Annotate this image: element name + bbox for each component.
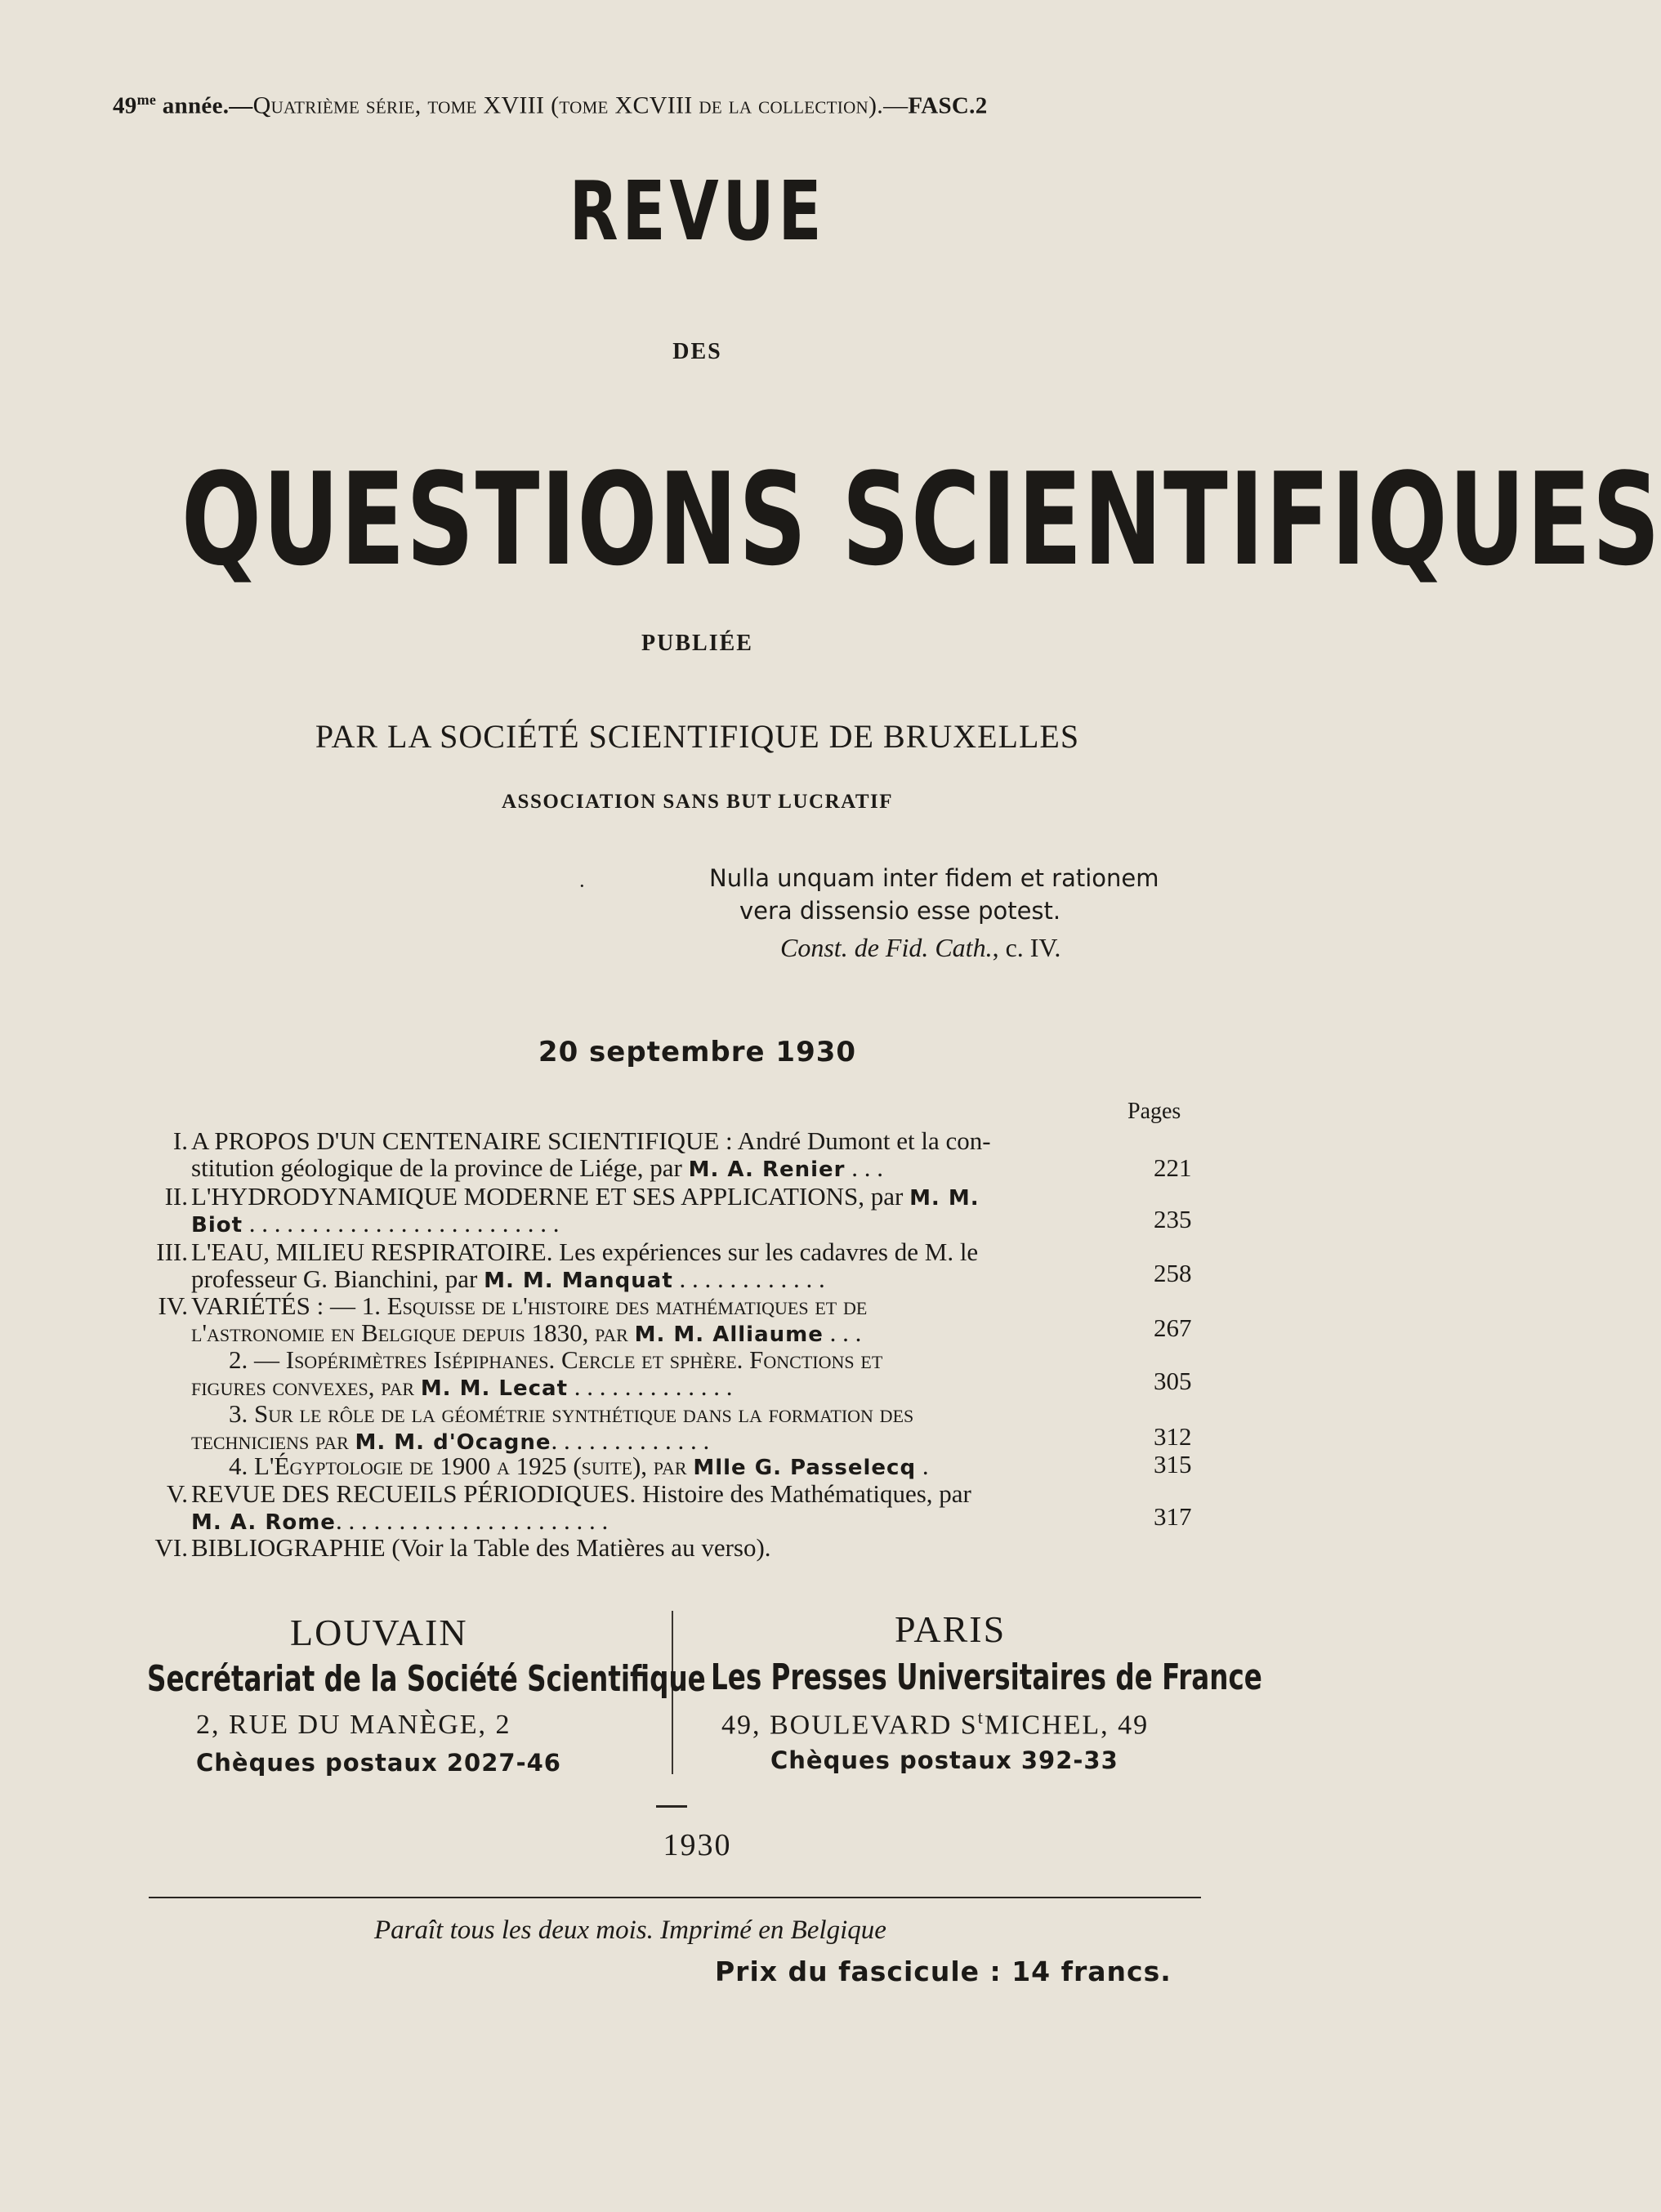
year-superscript: me xyxy=(136,91,157,108)
right-publisher-city: PARIS xyxy=(895,1608,1007,1650)
toc-entry-number: V. xyxy=(166,1479,188,1508)
fascicle-number: FASC.2 xyxy=(908,92,988,119)
motto-source-ref: , c. IV. xyxy=(992,933,1061,962)
toc-entry-page: 235 xyxy=(1154,1205,1192,1233)
toc-entry-number: I. xyxy=(172,1126,188,1155)
toc-entry-page: 267 xyxy=(1154,1313,1192,1342)
footer-rule xyxy=(149,1897,1201,1898)
toc-entry-author: M. M. Lecat xyxy=(420,1376,569,1401)
publication-frequency: Paraît tous les deux mois. Imprimé en Belgique xyxy=(374,1915,886,1945)
toc-entry-title: 3. Sur le rôle de la géométrie synthétique dans la formation des xyxy=(229,1399,914,1428)
pages-column-header: Pages xyxy=(1127,1099,1181,1124)
toc-entry-page: 312 xyxy=(1154,1422,1192,1451)
toc-entry-text: professeur G. Bianchini, par xyxy=(191,1264,484,1293)
toc-entry-text: L'HYDRODYNAMIQUE MODERNE ET SES APPLICATIONS, par xyxy=(191,1182,910,1211)
toc-leader-dots: . xyxy=(916,1452,929,1480)
association-note: ASSOCIATION SANS BUT LUCRATIF xyxy=(501,791,894,813)
toc-entry-author: Mlle G. Passelecq xyxy=(693,1456,917,1480)
toc-entry-line xyxy=(191,1373,1253,1403)
toc-entry-author: M. A. Rome xyxy=(191,1510,336,1535)
toc-entry-line xyxy=(191,1210,1253,1239)
toc-leader-dots: . . . . . . . . . . . . . xyxy=(551,1426,710,1455)
right-publisher-address xyxy=(721,1707,1149,1741)
toc-leader-dots: . . . . . . . . . . . . . . . . . . . . . . xyxy=(335,1506,609,1535)
toc-entry-title: BIBLIOGRAPHIE (Voir la Table des Matières au verso). xyxy=(191,1533,771,1562)
left-publisher-city: LOUVAIN xyxy=(290,1612,468,1653)
toc-leader-dots: . . . xyxy=(823,1318,862,1347)
year-dash xyxy=(656,1805,687,1808)
toc-entry-title: L'EAU, MILIEU RESPIRATOIRE. Les expériences sur les cadavres de M. le xyxy=(191,1238,979,1266)
journal-title: QUESTIONS SCIENTIFIQUES xyxy=(181,445,1661,594)
toc-entry-title xyxy=(229,1452,1291,1482)
toc-entry-author: M. A. Renier xyxy=(688,1157,846,1182)
toc-entry-text: techniciens par xyxy=(191,1426,355,1455)
publisher-society: PAR LA SOCIÉTÉ SCIENTIFIQUE DE BRUXELLES xyxy=(315,718,1080,755)
toc-entry-number: VI. xyxy=(154,1533,188,1562)
toc-entry-page: 317 xyxy=(1154,1502,1192,1531)
toc-entry-number: III. xyxy=(156,1238,188,1266)
address-superscript: t xyxy=(977,1707,985,1728)
toc-entry-page: 258 xyxy=(1154,1259,1192,1287)
toc-entry-title: REVUE DES RECUEILS PÉRIODIQUES. Histoire des Mathématiques, par xyxy=(191,1479,971,1508)
year-number: 49 xyxy=(113,92,137,119)
toc-entry-number: II. xyxy=(164,1182,188,1211)
toc-entry-text: stitution géologique de la province de Liége, par xyxy=(191,1153,689,1182)
toc-entry-page: 305 xyxy=(1154,1367,1192,1395)
toc-entry-title xyxy=(191,1183,1253,1212)
title-revue: REVUE xyxy=(569,163,826,259)
motto-source xyxy=(780,933,1060,963)
motto-line-1: Nulla unquam inter fidem et rationem xyxy=(709,864,1159,892)
toc-entry-page: 221 xyxy=(1154,1153,1192,1182)
right-publisher-name: Les Presses Universitaires de France xyxy=(711,1657,1262,1698)
toc-entry-line xyxy=(191,1265,1253,1295)
issue-date: 20 septembre 1930 xyxy=(538,1036,857,1068)
motto-source-title: Const. de Fid. Cath. xyxy=(780,933,993,962)
series-info: Quatrième série, tome XVIII (tome XCVIII de la collection).— xyxy=(252,91,909,119)
issue-price: Prix du fascicule : 14 francs. xyxy=(715,1956,1172,1987)
toc-entry-line xyxy=(191,1507,1253,1536)
toc-leader-dots: . . . . . . . . . . . . . . . . . . . . . . . . . xyxy=(243,1209,560,1238)
toc-entry-line xyxy=(191,1154,1253,1184)
toc-entry-title: VARIÉTÉS : — 1. Esquisse de l'histoire des mathématiques et de xyxy=(191,1291,868,1320)
year-word: année.— xyxy=(156,92,253,119)
toc-leader-dots: . . . xyxy=(845,1153,883,1182)
address-street: 49, BOULEVARD S xyxy=(721,1710,978,1741)
publication-year: 1930 xyxy=(663,1828,732,1862)
toc-entry-author: M. M. xyxy=(909,1186,980,1211)
toc-entry-text: 4. L'Égyptologie de 1900 a 1925 (suite), par xyxy=(229,1452,694,1480)
right-publisher-cheques: Chèques postaux 392-33 xyxy=(770,1746,1118,1774)
toc-entry-title: 2. — Isopérimètres Isépiphanes. Cercle et sphère. Fonctions et xyxy=(229,1345,883,1374)
toc-entry-author: M. M. Alliaume xyxy=(634,1322,824,1347)
toc-entry-number: IV. xyxy=(158,1291,188,1320)
toc-entry-text: l'astronomie en Belgique depuis 1830, par xyxy=(191,1318,635,1347)
toc-entry-line xyxy=(191,1319,1253,1349)
toc-entry-text: figures convexes, par xyxy=(191,1372,421,1401)
toc-entry-title: A PROPOS D'UN CENTENAIRE SCIENTIFIQUE : André Dumont et la con- xyxy=(191,1126,991,1155)
address-end: MICHEL, 49 xyxy=(984,1710,1150,1741)
toc-leader-dots: . . . . . . . . . . . . xyxy=(672,1264,825,1293)
left-publisher-cheques: Chèques postaux 2027-46 xyxy=(196,1749,561,1777)
toc-entry-author-cont: Biot xyxy=(191,1213,243,1238)
toc-leader-dots: . . . . . . . . . . . . . xyxy=(568,1372,733,1401)
toc-entry-author: M. M. d'Ocagne xyxy=(355,1430,551,1455)
left-publisher-address: 2, RUE DU MANÈGE, 2 xyxy=(196,1710,511,1740)
toc-entry-page: 315 xyxy=(1154,1450,1192,1478)
left-publisher-name: Secrétariat de la Société Scientifique xyxy=(147,1658,706,1700)
motto-line-2: vera dissensio esse potest. xyxy=(739,897,1061,925)
issue-header-line xyxy=(113,91,988,120)
decorative-dot: · xyxy=(578,874,586,898)
title-des: DES xyxy=(672,339,722,364)
published-label: PUBLIÉE xyxy=(641,631,753,656)
toc-entry-author: M. M. Manquat xyxy=(484,1269,673,1293)
